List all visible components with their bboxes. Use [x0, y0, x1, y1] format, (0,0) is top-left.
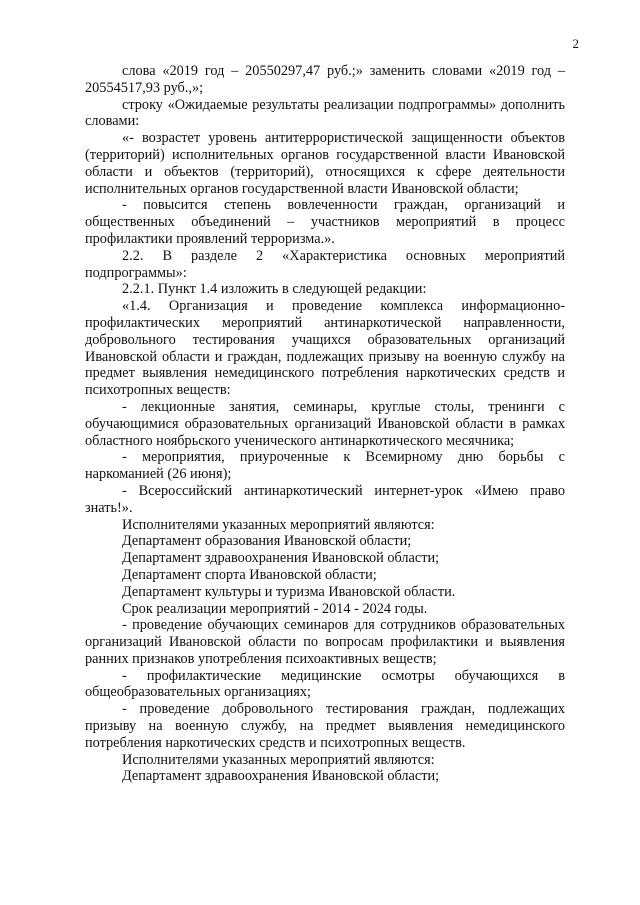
- paragraph-executors-heading: Исполнителями указанных мероприятий являются:: [122, 516, 435, 533]
- executor-sport: Департамент спорта Ивановской области;: [122, 566, 377, 583]
- paragraph-replace-2019-amount: слова «2019 год – 20550297,47 руб.;» заменить словами «2019 год – 20554517,93 руб.,»;: [85, 63, 565, 96]
- paragraph-section-2-2-1: 2.2.1. Пункт 1.4 изложить в следующей редакции:: [122, 281, 427, 298]
- list-item-lectures: - лекционные занятия, семинары, круглые столы, тренинги с обучающимися образовательных организаций Ивановской области в рамках областного ноябрьского ученического антинаркотического месячника;: [85, 398, 565, 449]
- executor-health-2: Департамент здравоохранения Ивановской области;: [122, 768, 440, 785]
- paragraph-item-1-4: «1.4. Организация и проведение комплекса информационно-профилактических мероприятий антинаркотической направленности, добровольного тестирования учащихся образовательных организаций Ивановской области и граждан, подлежащих призыву на военную службу на предмет выявления немедицинского потребления наркотических средств и психотропных веществ:: [85, 298, 565, 399]
- list-item-world-day: - мероприятия, приуроченные к Всемирному дню борьбы с наркоманией (26 июня);: [85, 449, 565, 483]
- list-item-internet-lesson: - Всероссийский антинаркотический интернет-урок «Имею право знать!».: [85, 482, 565, 516]
- paragraph-expected-results-intro: строку «Ожидаемые результаты реализации подпрограммы» дополнить словами:: [85, 96, 565, 130]
- list-item-training-seminars: - проведение обучающих семинаров для сотрудников образовательных организаций Ивановской области по вопросам профилактики и выявления ранних признаков употребления психоактивных веществ;: [85, 617, 565, 667]
- document-body: [85, 63, 565, 785]
- list-item-voluntary-testing: - проведение добровольного тестирования граждан, подлежащих призыву на военную службу, на предмет выявления немедицинского потребления наркотических средств и психотропных веществ.: [85, 701, 565, 751]
- executor-culture-tourism: Департамент культуры и туризма Ивановской области.: [122, 583, 456, 600]
- paragraph-implementation-period: Срок реализации мероприятий - 2014 - 2024 годы.: [122, 600, 428, 617]
- paragraph-antiterror-protection: «- возрастет уровень антитеррористической защищенности объектов (территорий) исполнительных органов государственной власти Ивановской области и объектов (территорий), относящихся к сфере деятельности исполнительных органов государственной власти Ивановской области;: [85, 130, 565, 197]
- paragraph-executors-heading-2: Исполнителями указанных мероприятий являются:: [122, 751, 435, 768]
- paragraph-citizen-involvement: - повысится степень вовлеченности граждан, организаций и общественных объединений – участников мероприятий в процесс профилактики проявлений терроризма.».: [85, 197, 565, 247]
- list-item-medical-exams: - профилактические медицинские осмотры обучающихся в общеобразовательных организациях;: [85, 667, 565, 701]
- executor-education: Департамент образования Ивановской области;: [122, 533, 412, 550]
- page-number: 2: [572, 36, 579, 51]
- executor-health: Департамент здравоохранения Ивановской области;: [122, 550, 440, 567]
- paragraph-section-2-2: 2.2. В разделе 2 «Характеристика основных мероприятий подпрограммы»:: [85, 247, 565, 281]
